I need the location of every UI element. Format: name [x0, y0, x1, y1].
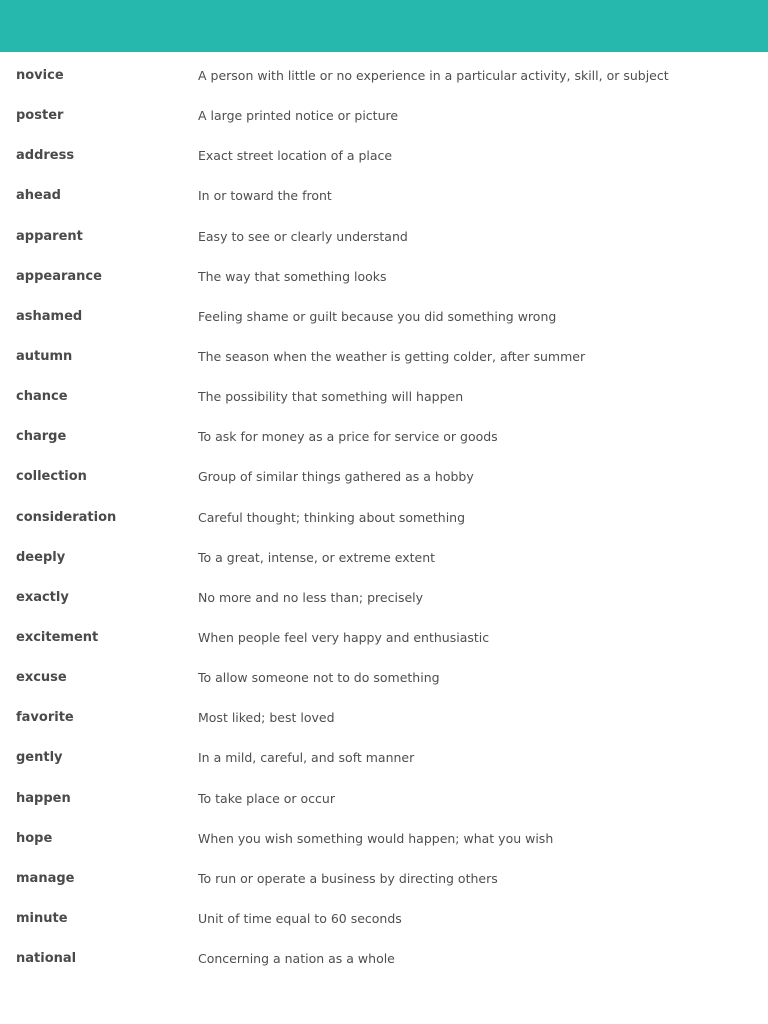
vocab-row — [0, 176, 768, 216]
vocab-definition: To allow someone not to do something — [198, 670, 440, 686]
vocab-term: excitement — [16, 629, 99, 645]
vocab-definition: Group of similar things gathered as a hobby — [198, 469, 474, 485]
vocab-definition: The possibility that something will happen — [198, 389, 464, 405]
vocab-row — [0, 297, 768, 337]
vocab-term: happen — [16, 790, 71, 806]
vocab-row — [0, 658, 768, 698]
vocab-row — [0, 899, 768, 939]
vocab-definition: Exact street location of a place — [198, 148, 393, 164]
vocab-term: novice — [16, 68, 64, 83]
vocab-row — [0, 498, 768, 538]
vocab-term: favorite — [16, 710, 74, 726]
vocab-term: collection — [16, 469, 87, 485]
vocab-definition: No more and no less than; precisely — [198, 589, 424, 605]
header-bar — [0, 0, 768, 52]
vocab-definition: Concerning a nation as a whole — [198, 951, 395, 967]
vocab-term: excuse — [16, 670, 67, 686]
vocab-term: chance — [16, 389, 68, 405]
vocab-term: poster — [16, 108, 64, 124]
vocab-definition: To a great, intense, or extreme extent — [198, 549, 436, 565]
vocab-row — [0, 217, 768, 257]
vocab-term: exactly — [16, 589, 69, 605]
vocab-definition: To ask for money as a price for service or goods — [198, 429, 498, 445]
vocab-definition: A large printed notice or picture — [198, 108, 399, 124]
vocab-row — [0, 578, 768, 618]
vocab-row — [0, 257, 768, 297]
vocab-term: autumn — [16, 348, 73, 364]
vocab-row — [0, 136, 768, 176]
vocab-term: manage — [16, 870, 75, 886]
vocab-row — [0, 457, 768, 497]
vocab-definition: When you wish something would happen; what you wish — [198, 830, 554, 846]
vocab-definition: The way that something looks — [198, 268, 387, 284]
vocab-term: consideration — [16, 509, 117, 525]
vocab-row — [0, 337, 768, 377]
vocab-definition: Most liked; best loved — [198, 710, 335, 726]
vocab-row — [0, 377, 768, 417]
vocab-row — [0, 96, 768, 136]
vocab-row — [0, 939, 768, 979]
vocab-definition: Unit of time equal to 60 seconds — [198, 910, 402, 926]
vocab-term: appearance — [16, 268, 102, 284]
vocab-term: deeply — [16, 549, 66, 565]
vocabulary-list — [0, 56, 768, 979]
vocab-definition: To run or operate a business by directing others — [198, 870, 498, 886]
vocab-definition: In or toward the front — [198, 188, 332, 204]
vocab-term: minute — [16, 910, 68, 926]
vocab-term: ahead — [16, 188, 61, 204]
vocab-term: address — [16, 148, 75, 164]
vocab-definition: Easy to see or clearly understand — [198, 228, 408, 244]
vocab-term: ashamed — [16, 308, 83, 324]
vocab-term: national — [16, 951, 77, 967]
vocab-definition: When people feel very happy and enthusiastic — [198, 629, 490, 645]
vocab-definition: In a mild, careful, and soft manner — [198, 750, 415, 766]
vocab-term: gently — [16, 750, 63, 766]
vocab-row — [0, 56, 768, 96]
vocab-term: hope — [16, 830, 53, 846]
vocab-row — [0, 538, 768, 578]
vocab-definition: Feeling shame or guilt because you did something wrong — [198, 308, 557, 324]
vocab-row — [0, 618, 768, 658]
vocab-row — [0, 417, 768, 457]
vocab-row — [0, 738, 768, 778]
vocab-definition: A person with little or no experience in a particular activity, skill, or subject — [198, 68, 669, 83]
vocab-definition: Careful thought; thinking about something — [198, 509, 466, 525]
vocab-row — [0, 819, 768, 859]
vocab-definition: The season when the weather is getting colder, after summer — [198, 348, 586, 364]
vocab-row — [0, 779, 768, 819]
vocab-term: apparent — [16, 228, 83, 244]
vocab-row — [0, 698, 768, 738]
vocab-term: charge — [16, 429, 67, 445]
vocab-row — [0, 859, 768, 899]
vocab-definition: To take place or occur — [198, 790, 335, 806]
